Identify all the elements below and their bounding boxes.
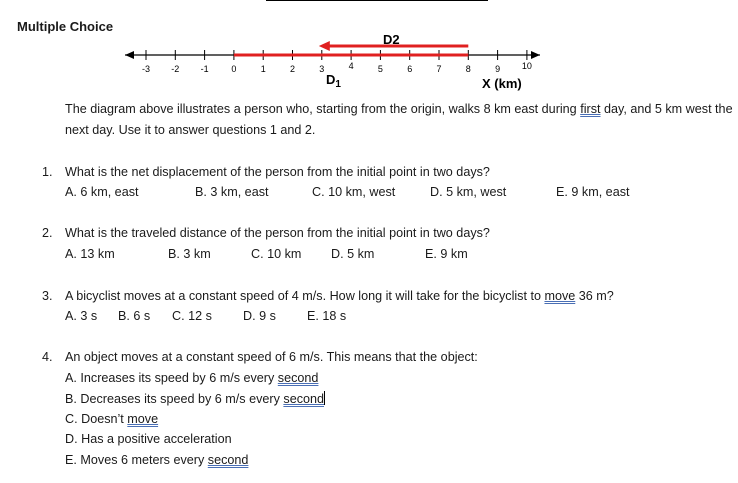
q1-option-c: C. 10 km, west (312, 185, 396, 199)
q4-option-d: D. Has a positive acceleration (65, 432, 232, 446)
question-4-text: An object moves at a constant speed of 6 m/s. This means that the object: (65, 350, 478, 364)
q4-option-c: C. Doesn’t move (65, 412, 159, 426)
tick-label: 2 (289, 64, 296, 74)
tick-label: -2 (171, 64, 180, 74)
d1-label: $D_1$ (326, 72, 341, 90)
q3-option-a: A. 3 s (65, 309, 98, 323)
tick-label: 1 (260, 64, 266, 74)
d2-label: D2 (383, 32, 400, 47)
tick-label: -1 (200, 64, 209, 74)
q4-option-b: B. Decreases its speed by 6 m/s every second (65, 392, 325, 406)
q4-option-e: E. Moves 6 meters every second (65, 453, 249, 467)
tick-label: 8 (465, 64, 471, 74)
q3-option-b: B. 6 s (118, 309, 151, 323)
section-heading: Multiple Choice (17, 19, 114, 34)
q3-option-e: E. 18 s (307, 309, 347, 323)
tick-label: 9 (495, 64, 501, 74)
q2-option-e: E. 9 km (425, 247, 468, 261)
text-cursor (324, 391, 325, 405)
axis-arrowhead-right (531, 51, 540, 59)
question-3-text: A bicyclist moves at a constant speed of 4 m/s. How long it will take for the bicyclist to move 36 m? (65, 289, 614, 303)
tick-label: 4 (348, 61, 354, 71)
q2-option-b: B. 3 km (168, 247, 211, 261)
question-1-text: What is the net displacement of the person from the initial point in two days? (65, 165, 490, 179)
question-2-number: 2. (42, 226, 53, 240)
q1-option-d: D. 5 km, west (430, 185, 507, 199)
tick-label: 6 (407, 64, 413, 74)
q2-option-c: C. 10 km (251, 247, 302, 261)
q1-option-b: B. 3 km, east (195, 185, 269, 199)
q3-option-d: D. 9 s (243, 309, 276, 323)
number-line-diagram (0, 0, 738, 100)
tick-label: 10 (521, 61, 532, 71)
q1-option-a: A. 6 km, east (65, 185, 139, 199)
tick-label: -3 (141, 64, 151, 74)
intro-paragraph: The diagram above illustrates a person who, starting from the origin, walks 8 km east during first day, and 5 km west the next day. Use it to answer questions 1 and 2. (65, 102, 733, 137)
tick-label: 3 (319, 64, 325, 74)
question-3-number: 3. (42, 289, 53, 303)
q2-option-a: A. 13 km (65, 247, 115, 261)
question-4-number: 4. (42, 350, 53, 364)
question-1-number: 1. (42, 165, 53, 179)
q4-option-a: A. Increases its speed by 6 m/s every second (65, 371, 319, 385)
tick-label: 7 (436, 64, 442, 74)
x-axis-label: X (km) (482, 76, 522, 91)
q2-option-d: D. 5 km (331, 247, 375, 261)
q3-option-c: C. 12 s (172, 309, 212, 323)
day2-arrowhead (319, 41, 330, 51)
tick-label: 5 (377, 64, 383, 74)
question-2-text: What is the traveled distance of the person from the initial point in two days? (65, 226, 490, 240)
tick-labels (142, 61, 532, 74)
tick-label: 0 (231, 64, 237, 74)
axis-arrowhead-left (125, 51, 134, 59)
q1-option-e: E. 9 km, east (556, 185, 630, 199)
